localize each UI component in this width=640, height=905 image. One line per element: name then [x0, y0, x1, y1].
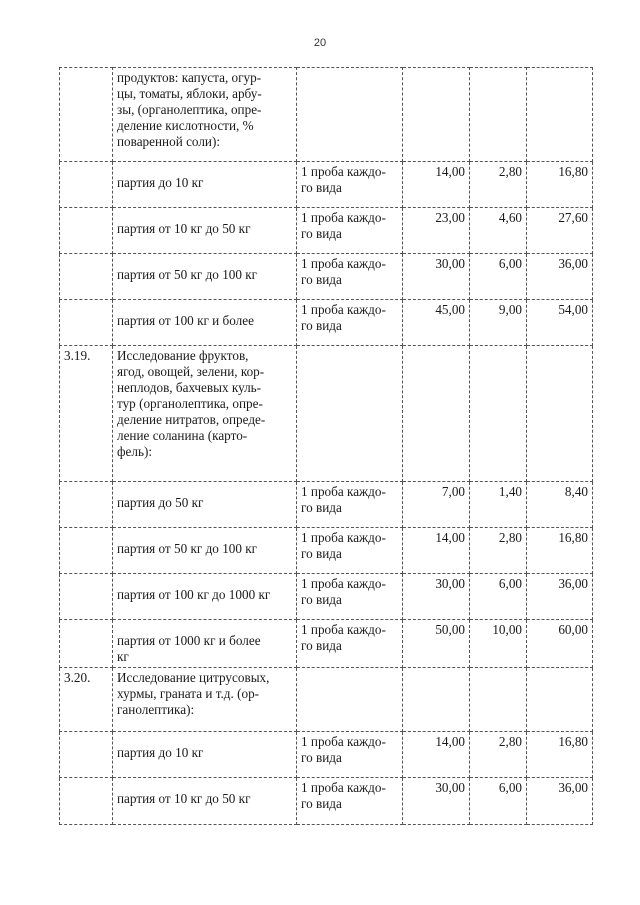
page-number: 20 — [313, 37, 327, 49]
item-name: продуктов: капуста, огур- цы, томаты, яблоки, арбу- зы, (органолептика, опре- деление кислотности, % поваренной соли): — [113, 68, 297, 162]
price-vat: 10,00 — [470, 620, 527, 668]
item-measure: 1 проба каждо- го вида — [297, 162, 403, 208]
item-number — [60, 574, 113, 620]
price-total — [527, 346, 593, 482]
price-total — [527, 668, 593, 732]
price-base: 7,00 — [403, 482, 470, 528]
price-total: 16,80 — [527, 162, 593, 208]
table-row — [60, 482, 593, 528]
price-vat: 2,80 — [470, 528, 527, 574]
table-row — [60, 208, 593, 254]
price-base: 30,00 — [403, 254, 470, 300]
item-number — [60, 300, 113, 346]
item-number — [60, 482, 113, 528]
price-total: 60,00 — [527, 620, 593, 668]
item-measure: 1 проба каждо- го вида — [297, 300, 403, 346]
price-total: 36,00 — [527, 778, 593, 825]
price-vat: 6,00 — [470, 574, 527, 620]
price-base: 45,00 — [403, 300, 470, 346]
price-vat: 6,00 — [470, 254, 527, 300]
item-name: партия от 100 кг и более — [113, 300, 297, 346]
item-name: партия до 10 кг — [113, 162, 297, 208]
item-number — [60, 528, 113, 574]
table-row — [60, 574, 593, 620]
item-number: 3.19. — [60, 346, 113, 482]
table-row — [60, 162, 593, 208]
item-name: партия от 10 кг до 50 кг — [113, 778, 297, 825]
price-vat: 4,60 — [470, 208, 527, 254]
item-number: 3.20. — [60, 668, 113, 732]
table-row — [60, 254, 593, 300]
item-name: партия от 10 кг до 50 кг — [113, 208, 297, 254]
item-name: партия до 10 кг — [113, 732, 297, 778]
item-number — [60, 208, 113, 254]
price-base — [403, 668, 470, 732]
price-base: 30,00 — [403, 574, 470, 620]
table-row — [60, 668, 593, 732]
price-vat: 1,40 — [470, 482, 527, 528]
price-vat: 6,00 — [470, 778, 527, 825]
price-table — [59, 67, 593, 825]
item-name: партия от 100 кг до 1000 кг — [113, 574, 297, 620]
price-total — [527, 68, 593, 162]
item-measure: 1 проба каждо- го вида — [297, 482, 403, 528]
price-total: 16,80 — [527, 528, 593, 574]
table-body — [60, 68, 593, 825]
item-number — [60, 162, 113, 208]
price-vat: 9,00 — [470, 300, 527, 346]
item-name: партия от 50 кг до 100 кг — [113, 528, 297, 574]
item-measure: 1 проба каждо- го вида — [297, 620, 403, 668]
price-total: 27,60 — [527, 208, 593, 254]
item-number — [60, 254, 113, 300]
price-base: 14,00 — [403, 528, 470, 574]
table-row — [60, 300, 593, 346]
table-row — [60, 620, 593, 668]
price-total: 54,00 — [527, 300, 593, 346]
table-row — [60, 68, 593, 162]
price-base — [403, 346, 470, 482]
item-measure: 1 проба каждо- го вида — [297, 574, 403, 620]
item-number — [60, 732, 113, 778]
price-base: 23,00 — [403, 208, 470, 254]
price-base — [403, 68, 470, 162]
table-row — [60, 346, 593, 482]
price-base: 50,00 — [403, 620, 470, 668]
item-measure — [297, 668, 403, 732]
price-base: 14,00 — [403, 162, 470, 208]
item-name: Исследование цитрусовых, хурмы, граната и т.д. (ор- ганолептика): — [113, 668, 297, 732]
item-name: партия до 50 кг — [113, 482, 297, 528]
item-measure — [297, 346, 403, 482]
price-vat: 2,80 — [470, 162, 527, 208]
price-total: 16,80 — [527, 732, 593, 778]
item-measure: 1 проба каждо- го вида — [297, 528, 403, 574]
price-vat: 2,80 — [470, 732, 527, 778]
item-number — [60, 68, 113, 162]
price-vat — [470, 668, 527, 732]
item-number — [60, 778, 113, 825]
item-measure — [297, 68, 403, 162]
price-base: 30,00 — [403, 778, 470, 825]
price-base: 14,00 — [403, 732, 470, 778]
price-total: 8,40 — [527, 482, 593, 528]
item-measure: 1 проба каждо- го вида — [297, 254, 403, 300]
price-total: 36,00 — [527, 574, 593, 620]
table-row — [60, 528, 593, 574]
price-vat — [470, 68, 527, 162]
item-name: партия от 1000 кг и более кг — [113, 620, 297, 668]
item-name: Исследование фруктов, ягод, овощей, зелени, кор- неплодов, бахчевых куль- тур (органолептика, опре- деление нитратов, опреде- ление соланина (карто- фель): — [113, 346, 297, 482]
item-measure: 1 проба каждо- го вида — [297, 732, 403, 778]
item-measure: 1 проба каждо- го вида — [297, 208, 403, 254]
price-total: 36,00 — [527, 254, 593, 300]
item-number — [60, 620, 113, 668]
table-row — [60, 778, 593, 825]
item-name: партия от 50 кг до 100 кг — [113, 254, 297, 300]
item-measure: 1 проба каждо- го вида — [297, 778, 403, 825]
table-row — [60, 732, 593, 778]
price-vat — [470, 346, 527, 482]
